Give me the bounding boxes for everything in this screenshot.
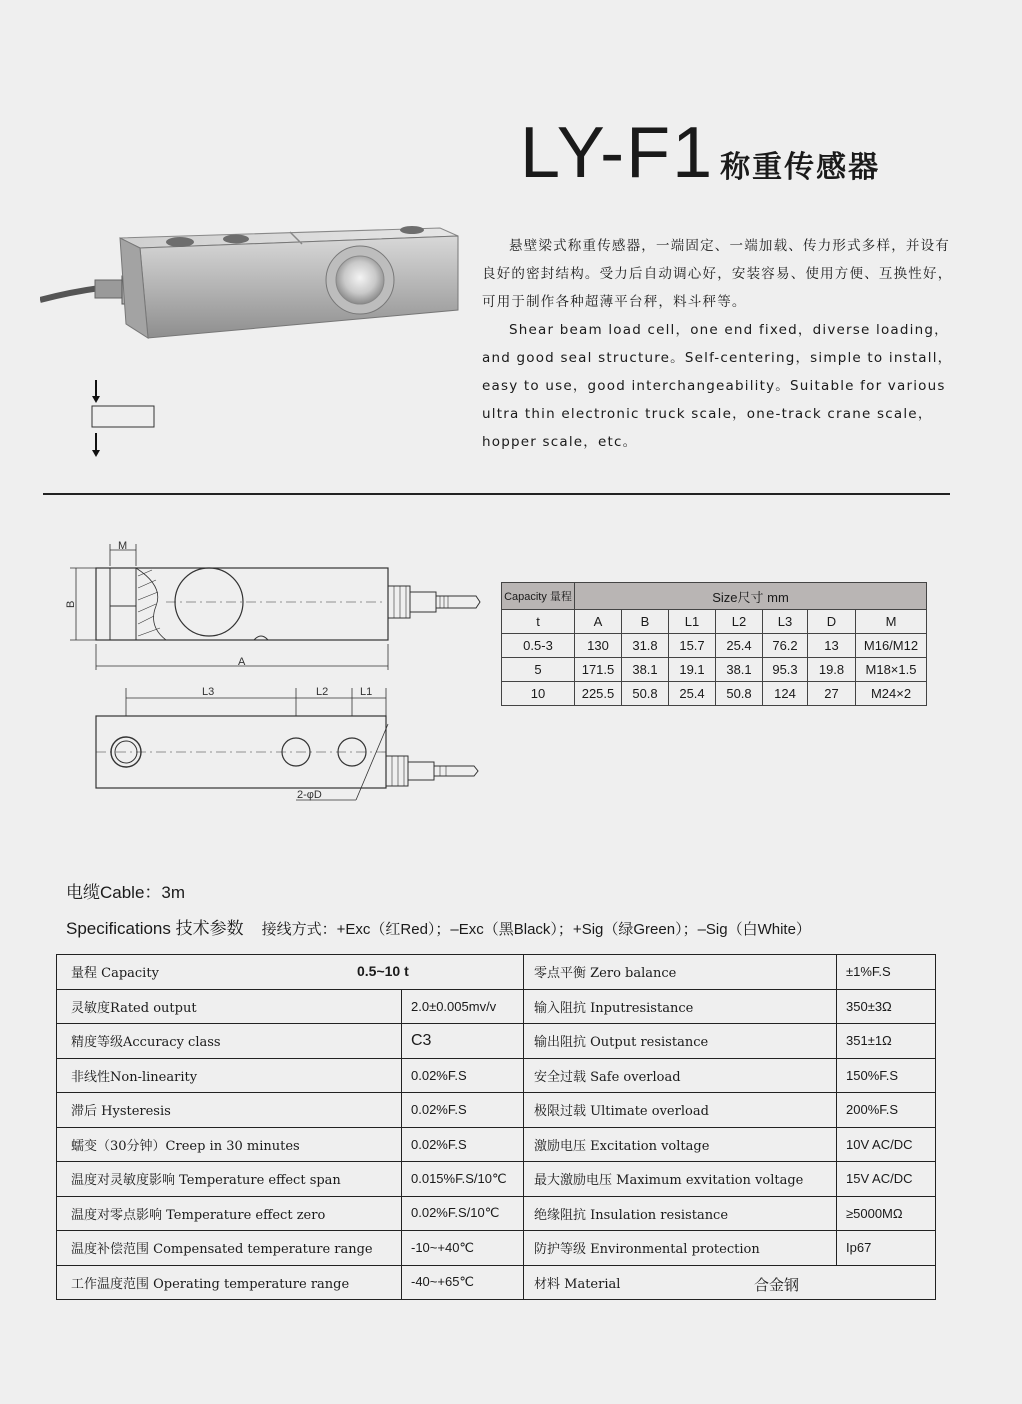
spec-heading	[66, 914, 811, 939]
table-row	[57, 1162, 936, 1197]
spec-label: 精度等级Accuracy class	[57, 1024, 402, 1059]
table-cell: 130	[575, 634, 622, 658]
load-cell-photo	[40, 200, 470, 360]
table-cell: 5	[502, 658, 575, 682]
drawing-side-view	[56, 536, 486, 672]
dim-label-a: A	[238, 656, 246, 668]
capacity-header: Capacity 量程	[502, 583, 575, 610]
spec-label: 工作温度范围 Operating temperature range	[57, 1265, 402, 1300]
dim-label-d: 2-φD	[297, 789, 322, 801]
drawing-top-view	[90, 680, 485, 810]
spec-label: 安全过载 Safe overload	[524, 1058, 837, 1093]
spec-value: 0.02%F.S	[402, 1127, 524, 1162]
spec-value: C3	[402, 1024, 524, 1059]
size-header: Size尺寸 mm	[575, 583, 927, 610]
spec-value: ≥5000MΩ	[837, 1196, 936, 1231]
table-row	[57, 1265, 936, 1300]
spec-value: 350±3Ω	[837, 989, 936, 1024]
spec-label: 最大激励电压 Maximum exvitation voltage	[524, 1162, 837, 1197]
spec-value: 150%F.S	[837, 1058, 936, 1093]
cable-info: 电缆Cable：3m	[66, 883, 186, 902]
intro-chinese: 悬壁梁式称重传感器，一端固定、一端加载、传力形式多样，并设有良好的密封结构。受力后自动调心好，安装容易、使用方便、互换性好，可用于制作各种超薄平台秤，料斗秤等。	[482, 238, 953, 310]
col-header: L2	[716, 610, 763, 634]
wiring-info: 接线方式：+Exc（红Red）；–Exc（黑Black）；+Sig（绿Green）；–Sig（白White）	[261, 921, 811, 938]
table-cell: M16/M12	[856, 634, 927, 658]
spec-label: 极限过载 Ultimate overload	[524, 1093, 837, 1128]
spec-label: 零点平衡 Zero balance	[524, 955, 837, 990]
table-row	[502, 634, 927, 658]
force-diagram	[84, 378, 164, 460]
col-header: B	[622, 610, 669, 634]
table-cell: 27	[808, 682, 856, 706]
spec-label: 滞后 Hysteresis	[57, 1093, 402, 1128]
force-beam	[92, 406, 154, 427]
spec-label: 防护等级 Environmental protection	[524, 1231, 837, 1266]
table-cell: 15.7	[669, 634, 716, 658]
intro-text	[482, 232, 962, 456]
dim-label-b: B	[65, 600, 77, 608]
spec-label: 输入阻抗 Inputresistance	[524, 989, 837, 1024]
table-cell: M24×2	[856, 682, 927, 706]
dim-label-l3: L3	[202, 686, 215, 698]
table-cell: 225.5	[575, 682, 622, 706]
spec-value: 0.015%F.S/10℃	[402, 1162, 524, 1197]
table-row	[57, 1231, 936, 1266]
dim-label-l1: L1	[360, 686, 373, 698]
intro-english: Shear beam load cell，one end fixed，diverse loading，and good seal structure。Self-centering，simple to install，easy to use，good interchangeability。Suitable for various ultra thin electronic truck scale，one-track crane scale，hopper scale，etc。	[482, 322, 953, 450]
spec-value: 10V AC/DC	[837, 1127, 936, 1162]
spec-value: Ip67	[837, 1231, 936, 1266]
table-cell: 0.5-3	[502, 634, 575, 658]
material-cell	[524, 1265, 936, 1300]
size-table-header	[502, 583, 927, 610]
dim-label-m: M	[118, 540, 128, 552]
table-cell: 31.8	[622, 634, 669, 658]
spec-value: 200%F.S	[837, 1093, 936, 1128]
spec-label: 非线性Non-linearity	[57, 1058, 402, 1093]
table-row	[57, 1093, 936, 1128]
size-table-columns	[502, 610, 927, 634]
table-cell: 38.1	[716, 658, 763, 682]
force-arrow-top-head	[92, 396, 100, 403]
spec-value: -40~+65℃	[402, 1265, 524, 1300]
col-header: L1	[669, 610, 716, 634]
spec-value: 351±1Ω	[837, 1024, 936, 1059]
spec-table	[56, 954, 936, 1300]
table-cell: M18×1.5	[856, 658, 927, 682]
table-cell: 10	[502, 682, 575, 706]
spec-label: 温度补偿范围 Compensated temperature range	[57, 1231, 402, 1266]
spec-label: 蠕变（30分钟）Creep in 30 minutes	[57, 1127, 402, 1162]
col-header: L3	[763, 610, 808, 634]
table-cell: 38.1	[622, 658, 669, 682]
table-row	[57, 1024, 936, 1059]
table-cell: 19.8	[808, 658, 856, 682]
capacity-value: 0.5~10 t	[357, 963, 409, 979]
table-row	[502, 682, 927, 706]
col-header: t	[502, 610, 575, 634]
force-arrow-bottom-head	[92, 450, 100, 457]
table-cell: 25.4	[669, 682, 716, 706]
col-header: A	[575, 610, 622, 634]
section-divider	[43, 493, 950, 495]
spec-label: 绝缘阻抗 Insulation resistance	[524, 1196, 837, 1231]
capacity-label: 量程 Capacity	[71, 966, 159, 982]
spec-value: 0.02%F.S	[402, 1093, 524, 1128]
material-label: 材料 Material	[534, 1276, 621, 1292]
table-row	[57, 955, 936, 990]
capacity-cell	[57, 955, 524, 990]
spec-value: 0.02%F.S/10℃	[402, 1196, 524, 1231]
table-cell: 76.2	[763, 634, 808, 658]
table-cell: 50.8	[622, 682, 669, 706]
table-cell: 13	[808, 634, 856, 658]
table-cell: 124	[763, 682, 808, 706]
size-table	[501, 582, 927, 706]
spec-label: 灵敏度Rated output	[57, 989, 402, 1024]
table-cell: 95.3	[763, 658, 808, 682]
table-cell: 25.4	[716, 634, 763, 658]
table-row	[502, 658, 927, 682]
spec-label: 温度对灵敏度影响 Temperature effect span	[57, 1162, 402, 1197]
page-title	[520, 112, 880, 194]
dim-label-l2: L2	[316, 686, 329, 698]
spec-value: 2.0±0.005mv/v	[402, 989, 524, 1024]
spec-label: 输出阻抗 Output resistance	[524, 1024, 837, 1059]
spec-title: Specifications 技术参数	[66, 919, 244, 938]
col-header: D	[808, 610, 856, 634]
table-cell: 19.1	[669, 658, 716, 682]
table-row	[57, 1196, 936, 1231]
spec-value: -10~+40℃	[402, 1231, 524, 1266]
spec-label: 温度对零点影响 Temperature effect zero	[57, 1196, 402, 1231]
table-cell: 171.5	[575, 658, 622, 682]
col-header: M	[856, 610, 927, 634]
spec-label: 激励电压 Excitation voltage	[524, 1127, 837, 1162]
model-number: LY-F1	[520, 113, 715, 193]
spec-value: 15V AC/DC	[837, 1162, 936, 1197]
table-row	[57, 1127, 936, 1162]
spec-value: ±1%F.S	[837, 955, 936, 990]
material-value: 合金钢	[754, 1276, 800, 1294]
table-cell: 50.8	[716, 682, 763, 706]
spec-value: 0.02%F.S	[402, 1058, 524, 1093]
table-row	[57, 1058, 936, 1093]
product-name: 称重传感器	[720, 150, 881, 185]
table-row	[57, 989, 936, 1024]
